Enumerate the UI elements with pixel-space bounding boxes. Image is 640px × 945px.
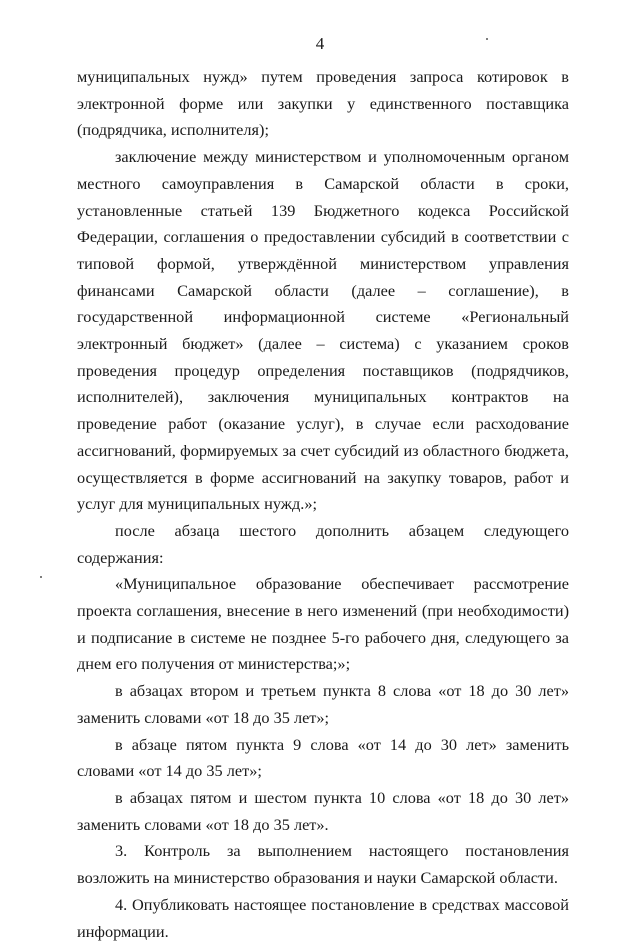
page-number: 4	[315, 34, 325, 53]
paragraph-item-3: 3. Контроль за выполнением настоящего постановления возложить на министерство образования и науки Самарской области.	[77, 841, 569, 888]
paragraph-point-8: в абзацах втором и третьем пункта 8 слова «от 18 до 30 лет» заменить словами «от 18 до 35 лет»;	[77, 681, 569, 727]
paragraph-point-10: в абзацах пятом и шестом пункта 10 слова «от 18 до 30 лет» заменить словами «от 18 до 35 лет».	[77, 787, 569, 834]
document-body	[77, 64, 569, 945]
paragraph-quoted-text: «Муниципальное образование обеспечивает рассмотрение проекта соглашения, внесение в него изменений (при необходимости) и подписание в системе не позднее 5-го рабочего дня, следующего за днем его получения от министерства;»;	[77, 574, 569, 674]
scan-speck	[40, 576, 42, 578]
paragraph-continuation: муниципальных нужд» путем проведения запроса котировок в электронной форме или закупки у единственного поставщика (подрядчика, исполнителя);	[77, 67, 569, 140]
paragraph-point-9: в абзаце пятом пункта 9 слова «от 14 до 30 лет» заменить словами «от 14 до 35 лет»;	[77, 734, 569, 781]
paragraph-item-4: 4. Опубликовать настоящее постановление в средствах массовой информации.	[77, 894, 569, 941]
scan-speck	[486, 38, 488, 40]
paragraph-agreement: заключение между министерством и уполномоченным органом местного самоуправления в Самарской области в сроки, установленные статьей 139 Бюджетного кодекса Российской Федерации, соглашения о предоставлении субсидий в соответствии с типовой формой, утверждённой министерством управления финансами Самарской области (далее – соглашение), в государственной информационной системе «Региональный электронный бюджет» (далее – система) с указанием сроков проведения процедур определения поставщиков (подрядчиков, исполнителей), заключения муниципальных контрактов на проведение работ (оказание услуг), в случае если расходование ассигнований, формируемых за счет субсидий из областного бюджета, осуществляется в форме ассигнований на закупку товаров, работ и услуг для муниципальных нужд.»;	[77, 147, 569, 514]
paragraph-amendment-intro: после абзаца шестого дополнить абзацем следующего содержания:	[77, 520, 569, 567]
